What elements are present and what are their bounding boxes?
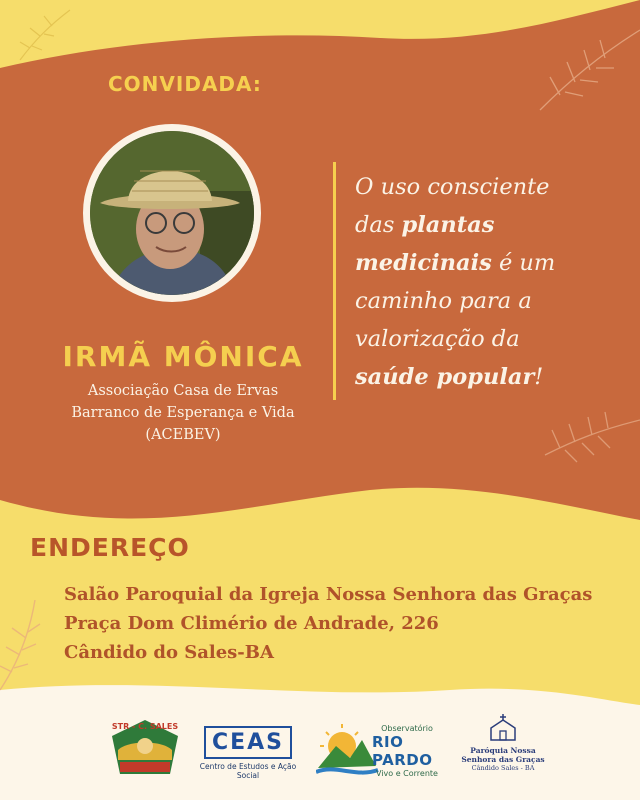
ceas-logo xyxy=(198,716,298,780)
paroquia-line-1: Paróquia Nossa xyxy=(470,746,536,755)
address-heading: ENDEREÇO xyxy=(30,533,190,562)
quote-divider xyxy=(333,162,336,400)
address-line-2: Praça Dom Climério de Andrade, 226 xyxy=(64,613,439,634)
address-line-1: Salão Paroquial da Igreja Nossa Senhora das Graças xyxy=(64,584,593,605)
paroquia-logo xyxy=(460,712,546,772)
observatorio-sub: Vivo e Corrente xyxy=(376,769,438,778)
str-logo xyxy=(108,716,182,786)
paroquia-line-2: Senhora das Graças xyxy=(461,755,545,764)
quote-line-3: medicinais é um xyxy=(355,250,556,276)
observatorio-top: Observatório xyxy=(381,724,433,733)
guest-organization xyxy=(20,380,346,446)
org-line-1: Associação Casa de Ervas xyxy=(87,383,279,399)
quote-line-5: valorização da xyxy=(355,326,520,352)
observatorio-main: RIO PARDO xyxy=(372,733,433,769)
quote-line-4: caminho para a xyxy=(355,288,532,314)
invited-label: CONVIDADA: xyxy=(108,72,262,96)
quote-text xyxy=(355,168,625,396)
quote-line-6: saúde popular! xyxy=(355,364,544,390)
guest-name: IRMÃ MÔNICA xyxy=(62,340,304,373)
address-line-3: Cândido do Sales-BA xyxy=(64,642,274,663)
quote-line-2: das plantas xyxy=(355,212,495,238)
church-icon xyxy=(485,712,521,742)
address-block xyxy=(64,580,592,667)
str-logo-text: STR - C. SALES xyxy=(111,722,179,731)
paroquia-line-3: Cândido Sales - BA xyxy=(471,764,535,772)
org-line-2: Barranco de Esperança e Vida xyxy=(71,405,295,421)
guest-photo xyxy=(83,124,261,302)
ceas-mark: CEAS xyxy=(204,726,292,759)
quote-line-1: O uso consciente xyxy=(355,174,550,200)
ceas-name: Centro de Estudos e Ação Social xyxy=(199,762,297,780)
org-line-3: (ACEBEV) xyxy=(145,427,221,443)
